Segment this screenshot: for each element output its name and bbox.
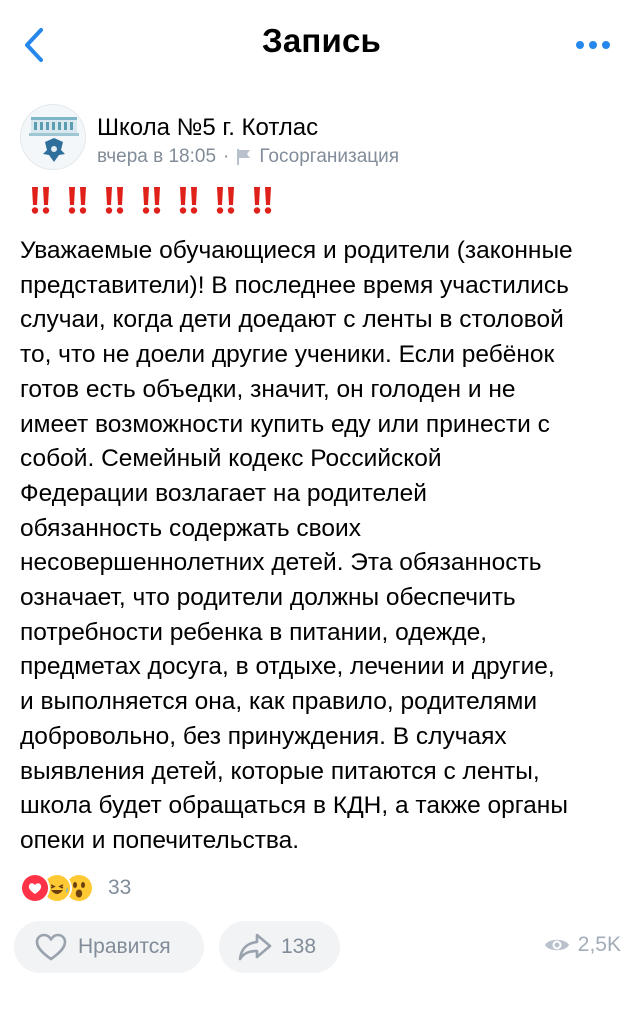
post-text: Уважаемые обучающиеся и родители (законные представители)! В последнее время участились случаи, когда дети доедают с ленты в столовой то, что не доели другие ученики. Если ребёнок готов есть объедки, значит, он голоден и не имеет возможности купить еду или принести с собой. Семейный кодекс Российской Федерации возлагает на родителей обязанность содержать своих несовершеннолетних детей. Эта обязанность означает, что родители должны обеспечить потребности ребенка в питании, одежде, предметах досуга, в отдыхе, лечении и другие, и выполняется она, как правило, родителями добровольно, без принуждения. В случаях выявления детей, которые питаются с ленты, школа будет обращаться в КДН, а также органы опеки и попечительства.: [20, 237, 573, 854]
double-exclamation-icon: [98, 185, 131, 215]
views-counter: [544, 933, 621, 957]
school-emblem-icon: [21, 105, 86, 170]
share-count: 138: [281, 935, 317, 958]
post-type: Госорганизация: [259, 146, 400, 167]
post-meta: [97, 146, 399, 168]
like-button[interactable]: [14, 921, 204, 973]
views-count: 2,5K: [577, 933, 621, 956]
page-title: Запись: [261, 22, 382, 59]
like-label: Нравится: [78, 935, 171, 958]
more-dots-icon: [575, 40, 611, 50]
exclamation-row: [24, 185, 279, 215]
share-button[interactable]: [219, 921, 340, 973]
avatar[interactable]: [20, 104, 86, 170]
reactions-count: 33: [108, 876, 132, 899]
double-exclamation-icon: [246, 185, 279, 215]
double-exclamation-icon: [61, 185, 94, 215]
double-exclamation-icon: [135, 185, 168, 215]
post-time: вчера в 18:05: [97, 146, 217, 167]
heart-reaction-icon: [20, 873, 50, 903]
flag-icon: [236, 148, 252, 166]
meta-separator: ·: [223, 146, 230, 167]
top-bar: [0, 0, 643, 92]
post-actions: [14, 921, 629, 977]
heart-outline-icon: [34, 932, 68, 962]
double-exclamation-icon: [172, 185, 205, 215]
reactions-summary[interactable]: [20, 870, 131, 906]
eye-icon: [544, 936, 570, 954]
post-header: [20, 104, 620, 176]
double-exclamation-icon: [24, 185, 57, 215]
author-name[interactable]: Школа №5 г. Котлас: [97, 114, 319, 141]
double-exclamation-icon: [209, 185, 242, 215]
more-button[interactable]: [573, 34, 613, 56]
share-arrow-icon: [237, 932, 273, 962]
